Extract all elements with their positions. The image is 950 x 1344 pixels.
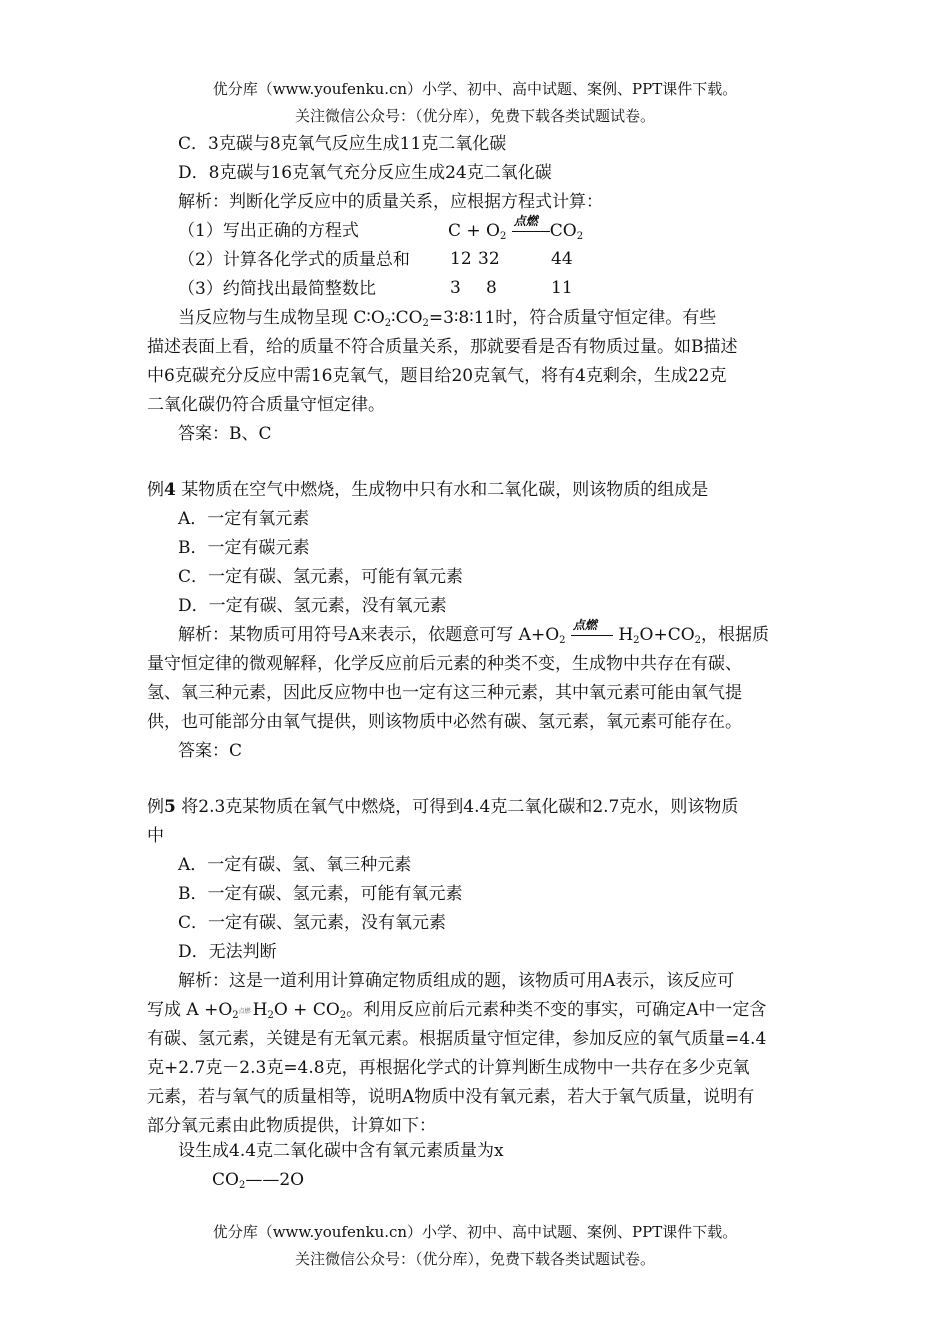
ex5-analysis-line-5: 元素，若与氧气的质量相等，说明A物质中没有氧元素，若大于氧气质量，说明有 — [147, 1087, 755, 1107]
ex4-analysis-line-4: 供，也可能部分由氧气提供，则该物质中必然有碳、氢元素，氧元素可能存在。 — [147, 712, 742, 732]
ex5-analysis-line-3: 有碳、氢元素，关键是有无氧元素。根据质量守恒定律，参加反应的氧气质量=4.4 — [147, 1029, 767, 1049]
paragraph-1-line-3: 中6克碳充分反应中需16克氧气，题目给20克氧气，将有4克剩余，生成22克 — [147, 366, 727, 386]
header-line-2: 关注微信公众号：（优分库），免费下载各类试题试卷。 — [294, 107, 655, 125]
ex5-option-a: A．一定有碳、氢、氧三种元素 — [178, 855, 412, 875]
ex4-option-d: D．一定有碳、氢元素，没有氧元素 — [178, 596, 447, 616]
ex5-analysis-line-1: 解析：这是一道利用计算确定物质组成的题，该物质可用A表示，该反应可 — [178, 971, 735, 991]
header-line-1: 优分库（www.youfenku.cn）小学、初中、高中试题、案例、PPT课件下载。 — [212, 80, 738, 98]
step-1-label: （1）写出正确的方程式 — [178, 221, 359, 241]
ignite-condition-arrow: 点燃 — [512, 222, 550, 236]
ex5-analysis-line-4: 克+2.7克－2.3克=4.8克，再根据化学式的计算判断生成物中一共存在多少克氧 — [147, 1058, 750, 1078]
ex5-analysis-line-7: 设生成4.4克二氧化碳中含有氧元素质量为x — [178, 1141, 504, 1161]
small-ignite-condition: 点燃 — [238, 1008, 251, 1015]
ex4-option-a: A．一定有氧元素 — [178, 509, 310, 529]
paragraph-1-line-2: 描述表面上看，给的质量不符合质量关系，那就要看是否有物质过量。如B描述 — [147, 337, 738, 357]
ignite-condition-arrow: 点燃 — [571, 626, 613, 640]
ex5-formula-line: $CO_2——2O$ — [212, 1170, 305, 1191]
paragraph-1-line-4: 二氧化碳仍符合质量守恒定律。 — [147, 395, 385, 415]
mass-co2: 44 — [551, 249, 573, 269]
equation-1: $C + O_2$ 点燃 $CO_2$ — [448, 214, 584, 242]
mass-o2: 32 — [478, 249, 500, 269]
mass-c: 12 — [450, 249, 472, 269]
ex5-analysis-line-2: 写成 $A +O_2$点燃 $H_2O + CO_2$。利用反应前后元素种类不变的事实，可确定A中一定含 — [147, 1000, 767, 1021]
footer-line-1: 优分库（www.youfenku.cn）小学、初中、高中试题、案例、PPT课件下载。 — [212, 1223, 738, 1241]
ex4-analysis-line-1: 解析：某物质可用符号A来表示，依题意可写 $A+O_2$ 点燃 $H_2O+CO_2$，根据质 — [178, 618, 770, 646]
ex4-option-b: B．一定有碳元素 — [178, 538, 310, 558]
ex5-analysis-line-6: 部分氧元素由此物质提供，计算如下： — [147, 1116, 436, 1136]
ex5-option-d: D．无法判断 — [178, 942, 277, 962]
example-4-question: 例4 某物质在空气中燃烧，生成物中只有水和二氧化碳，则该物质的组成是 — [147, 480, 709, 500]
ratio-o2: 8 — [486, 278, 497, 298]
ratio-co2: 11 — [551, 278, 573, 298]
ex5-option-c: C．一定有碳、氢元素，没有氧元素 — [178, 913, 447, 933]
step-2-label: （2）计算各化学式的质量总和 — [178, 250, 410, 270]
ex4-analysis-line-2: 量守恒定律的微观解释，化学反应前后元素的种类不变，生成物中共存在有碳、 — [147, 654, 742, 674]
ratio-c: 3 — [450, 278, 461, 298]
footer-line-2: 关注微信公众号：（优分库），免费下载各类试题试卷。 — [294, 1250, 655, 1268]
ex4-analysis-line-3: 氢、氧三种元素，因此反应物中也一定有这三种元素，其中氧元素可能由氧气提 — [147, 683, 742, 703]
paragraph-1-line-1: 当反应物与生成物呈现 $C∶O_2∶CO_2=3∶8∶11$时，符合质量守恒定律。有些 — [178, 308, 717, 329]
example-5-question-line-1: 例5 将2.3克某物质在氧气中燃烧，可得到4.4克二氧化碳和2.7克水，则该物质 — [147, 797, 739, 817]
ex4-option-c: C．一定有碳、氢元素，可能有氧元素 — [178, 567, 464, 587]
answer-ex4: 答案：C — [178, 741, 243, 761]
option-c: C．3克碳与8克氧气反应生成11克二氧化碳 — [178, 134, 507, 154]
analysis-intro: 解析：判断化学反应中的质量关系，应根据方程式计算： — [178, 192, 603, 212]
answer-block1: 答案：B、C — [178, 424, 272, 444]
option-d: D．8克碳与16克氧气充分反应生成24克二氧化碳 — [178, 163, 552, 183]
step-3-label: （3）约简找出最简整数比 — [178, 279, 376, 299]
example-5-question-line-2: 中 — [147, 826, 164, 846]
ex5-option-b: B．一定有碳、氢元素，可能有氧元素 — [178, 884, 463, 904]
